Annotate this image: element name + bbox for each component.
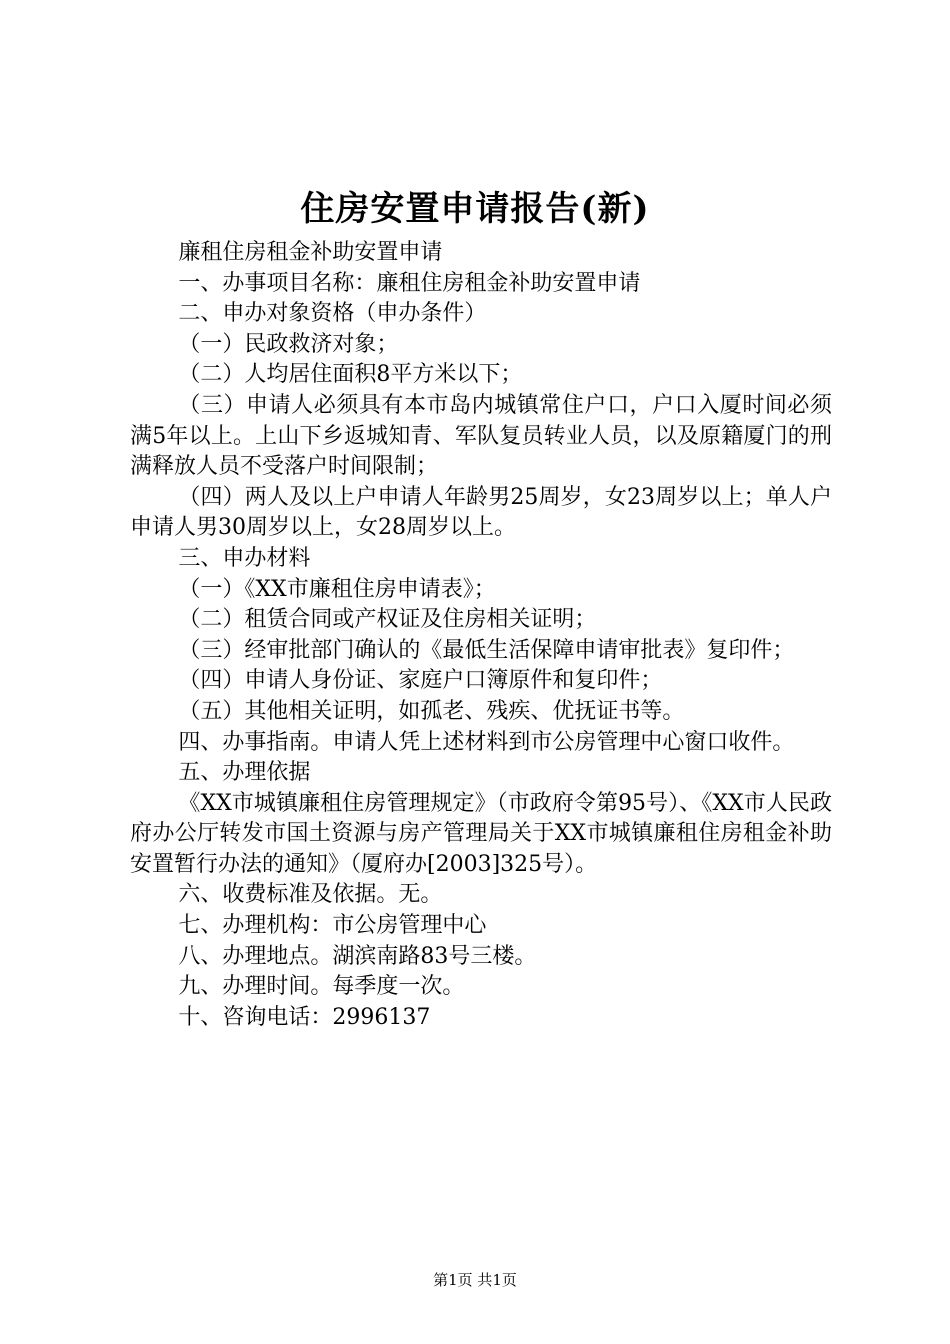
document-title: 住房安置申请报告(新) <box>300 189 650 229</box>
paragraph-heading: 廉租住房租金补助安置申请 <box>178 240 443 265</box>
paragraph-agency: 七、办理机构：市公房管理中心 <box>178 913 487 939</box>
paragraph-basis-heading: 五、办理依据 <box>178 760 311 786</box>
paragraph-time: 九、办理时间。每季度一次。 <box>178 974 465 1000</box>
document-body <box>130 238 832 1033</box>
paragraph-materials-2: （二）租赁合同或产权证及住房相关证明； <box>178 607 597 633</box>
paragraph-address: 八、办理地点。湖滨南路83号三楼。 <box>178 943 537 969</box>
paragraph-eligibility-3: （三）申请人必须具有本市岛内城镇常住户口，户口入厦时间必须满5年以上。上山下乡返城知青、军队复员转业人员，以及原籍厦门的刑满释放人员不受落户时间限制； <box>130 392 832 480</box>
paragraph-eligibility-4: （四）两人及以上户申请人年龄男25周岁，女23周岁以上；单人户申请人男30周岁以上，女28周岁以上。 <box>130 484 832 541</box>
paragraph-eligibility-1: （一）民政救济对象； <box>178 331 399 357</box>
page-footer: 第1页 共1页 <box>433 1271 517 1289</box>
paragraph-materials-heading: 三、申办材料 <box>178 545 311 571</box>
paragraph-guide: 四、办事指南。申请人凭上述材料到市公房管理中心窗口收件。 <box>178 729 795 755</box>
paragraph-eligibility-heading: 二、申办对象资格（申办条件） <box>178 301 487 327</box>
paragraph-fees: 六、收费标准及依据。无。 <box>178 882 443 908</box>
paragraph-materials-1: （一）《XX市廉租住房申请表》； <box>178 576 496 602</box>
paragraph-materials-5: （五）其他相关证明，如孤老、残疾、优抚证书等。 <box>178 698 685 724</box>
paragraph-eligibility-2: （二）人均居住面积8平方米以下； <box>178 362 523 388</box>
paragraph-materials-4: （四）申请人身份证、家庭户口簿原件和复印件； <box>178 668 663 694</box>
paragraph-materials-3: （三）经审批部门确认的《最低生活保障申请审批表》复印件； <box>178 637 795 663</box>
paragraph-basis: 《XX市城镇廉租住房管理规定》（市政府令第95号）、《XX市人民政府办公厅转发市国土资源与房产管理局关于XX市城镇廉租住房租金补助安置暂行办法的通知》（厦府办[2003]325号）。 <box>130 790 832 877</box>
paragraph-phone: 十、咨询电话：2996137 <box>178 1004 431 1030</box>
paragraph-item-name: 一、办事项目名称：廉租住房租金补助安置申请 <box>178 270 641 296</box>
